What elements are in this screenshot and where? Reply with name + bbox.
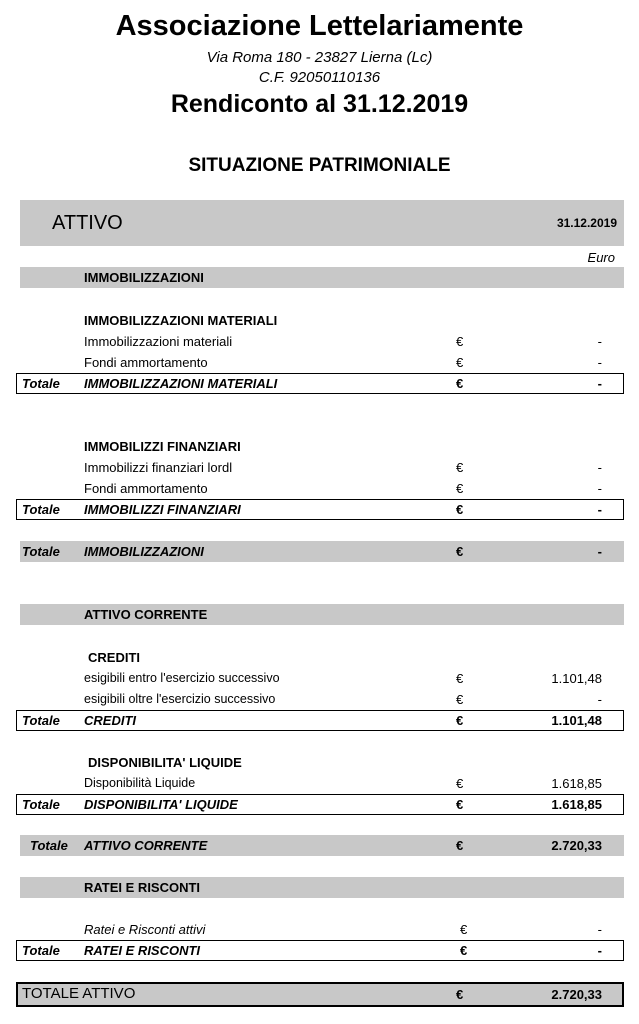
row-value: -	[597, 481, 602, 496]
immobilizzazioni-materiali-title: IMMOBILIZZAZIONI MATERIALI	[84, 313, 278, 328]
crediti-title: CREDITI	[88, 650, 140, 665]
total-label: RATEI E RISCONTI	[84, 943, 201, 958]
euro-symbol: €	[456, 987, 464, 1002]
total-row	[0, 373, 639, 394]
total-value: -	[597, 376, 602, 391]
totale-label: Totale	[30, 838, 68, 853]
totale-label: Totale	[22, 502, 60, 517]
total-row	[0, 710, 639, 731]
euro-symbol: €	[456, 692, 464, 707]
currency-unit: Euro	[587, 250, 615, 265]
totale-label: Totale	[22, 713, 60, 728]
euro-symbol: €	[456, 376, 464, 391]
attivo-title: ATTIVO	[52, 212, 123, 234]
row-label: esigibili entro l'esercizio successivo	[84, 671, 280, 685]
euro-symbol: €	[456, 502, 464, 517]
table-row	[0, 773, 639, 794]
total-label: IMMOBILIZZAZIONI MATERIALI	[84, 376, 278, 391]
row-label: Fondi ammortamento	[84, 481, 208, 496]
row-label: Fondi ammortamento	[84, 355, 208, 370]
organization-name: Associazione Lettelariamente	[115, 10, 524, 42]
row-value: -	[597, 922, 602, 937]
row-label: Immobilizzi finanziari lordl	[84, 460, 233, 475]
row-label: Immobilizzazioni materiali	[84, 334, 233, 349]
total-label: CREDITI	[84, 713, 136, 728]
attivo-corrente-title: ATTIVO CORRENTE	[84, 607, 208, 622]
euro-symbol: €	[456, 481, 464, 496]
euro-symbol: €	[456, 797, 464, 812]
total-label: IMMOBILIZZAZIONI	[84, 544, 204, 559]
table-row	[0, 689, 639, 710]
table-row	[0, 457, 639, 478]
total-label: ATTIVO CORRENTE	[84, 838, 208, 853]
euro-symbol: €	[456, 671, 464, 686]
table-row	[0, 668, 639, 689]
total-row	[0, 835, 639, 856]
immobilizzazioni-title: IMMOBILIZZAZIONI	[84, 270, 204, 285]
total-value: -	[597, 502, 602, 517]
table-row	[0, 352, 639, 373]
table-row	[0, 478, 639, 499]
totale-attivo-label: TOTALE ATTIVO	[22, 985, 136, 1002]
total-value: -	[597, 943, 602, 958]
section-title: SITUAZIONE PATRIMONIALE	[188, 155, 451, 176]
totale-label: Totale	[22, 943, 60, 958]
tax-code: C.F. 92050110136	[258, 69, 381, 86]
total-row	[0, 541, 639, 562]
euro-symbol: €	[456, 355, 464, 370]
table-row	[0, 919, 639, 940]
ratei-title: RATEI E RISCONTI	[84, 880, 201, 895]
totale-label: Totale	[22, 797, 60, 812]
row-label: esigibili oltre l'esercizio successivo	[84, 692, 276, 706]
row-value: -	[597, 355, 602, 370]
row-value: -	[597, 334, 602, 349]
attivo-date: 31.12.2019	[556, 216, 617, 230]
total-label: DISPONIBILITA' LIQUIDE	[84, 797, 238, 812]
euro-symbol: €	[456, 776, 464, 791]
address: Via Roma 180 - 23827 Lierna (Lc)	[206, 49, 433, 66]
euro-symbol: €	[460, 922, 468, 937]
euro-symbol: €	[456, 713, 464, 728]
table-row	[0, 331, 639, 352]
totale-attivo-row	[0, 983, 639, 1006]
total-row	[0, 940, 639, 961]
total-value: -	[597, 544, 602, 559]
totale-attivo-value: 2.720,33	[551, 987, 602, 1002]
immobilizzi-finanziari-title: IMMOBILIZZI FINANZIARI	[84, 439, 241, 454]
euro-symbol: €	[456, 334, 464, 349]
total-value: 1.618,85	[551, 797, 602, 812]
total-row	[0, 499, 639, 520]
disponibilita-title: DISPONIBILITA' LIQUIDE	[88, 755, 242, 770]
euro-symbol: €	[460, 943, 468, 958]
total-value: 2.720,33	[551, 838, 602, 853]
row-value: -	[597, 692, 602, 707]
totale-label: Totale	[22, 544, 60, 559]
row-value: -	[597, 460, 602, 475]
row-value: 1.618,85	[551, 776, 602, 791]
euro-symbol: €	[456, 460, 464, 475]
euro-symbol: €	[456, 544, 464, 559]
euro-symbol: €	[456, 838, 464, 853]
total-row	[0, 794, 639, 815]
row-label: Disponibilità Liquide	[84, 776, 196, 790]
totale-label: Totale	[22, 376, 60, 391]
report-title: Rendiconto al 31.12.2019	[170, 90, 469, 118]
total-label: IMMOBILIZZI FINANZIARI	[84, 502, 241, 517]
row-value: 1.101,48	[551, 671, 602, 686]
row-label: Ratei e Risconti attivi	[84, 922, 206, 937]
total-value: 1.101,48	[551, 713, 602, 728]
